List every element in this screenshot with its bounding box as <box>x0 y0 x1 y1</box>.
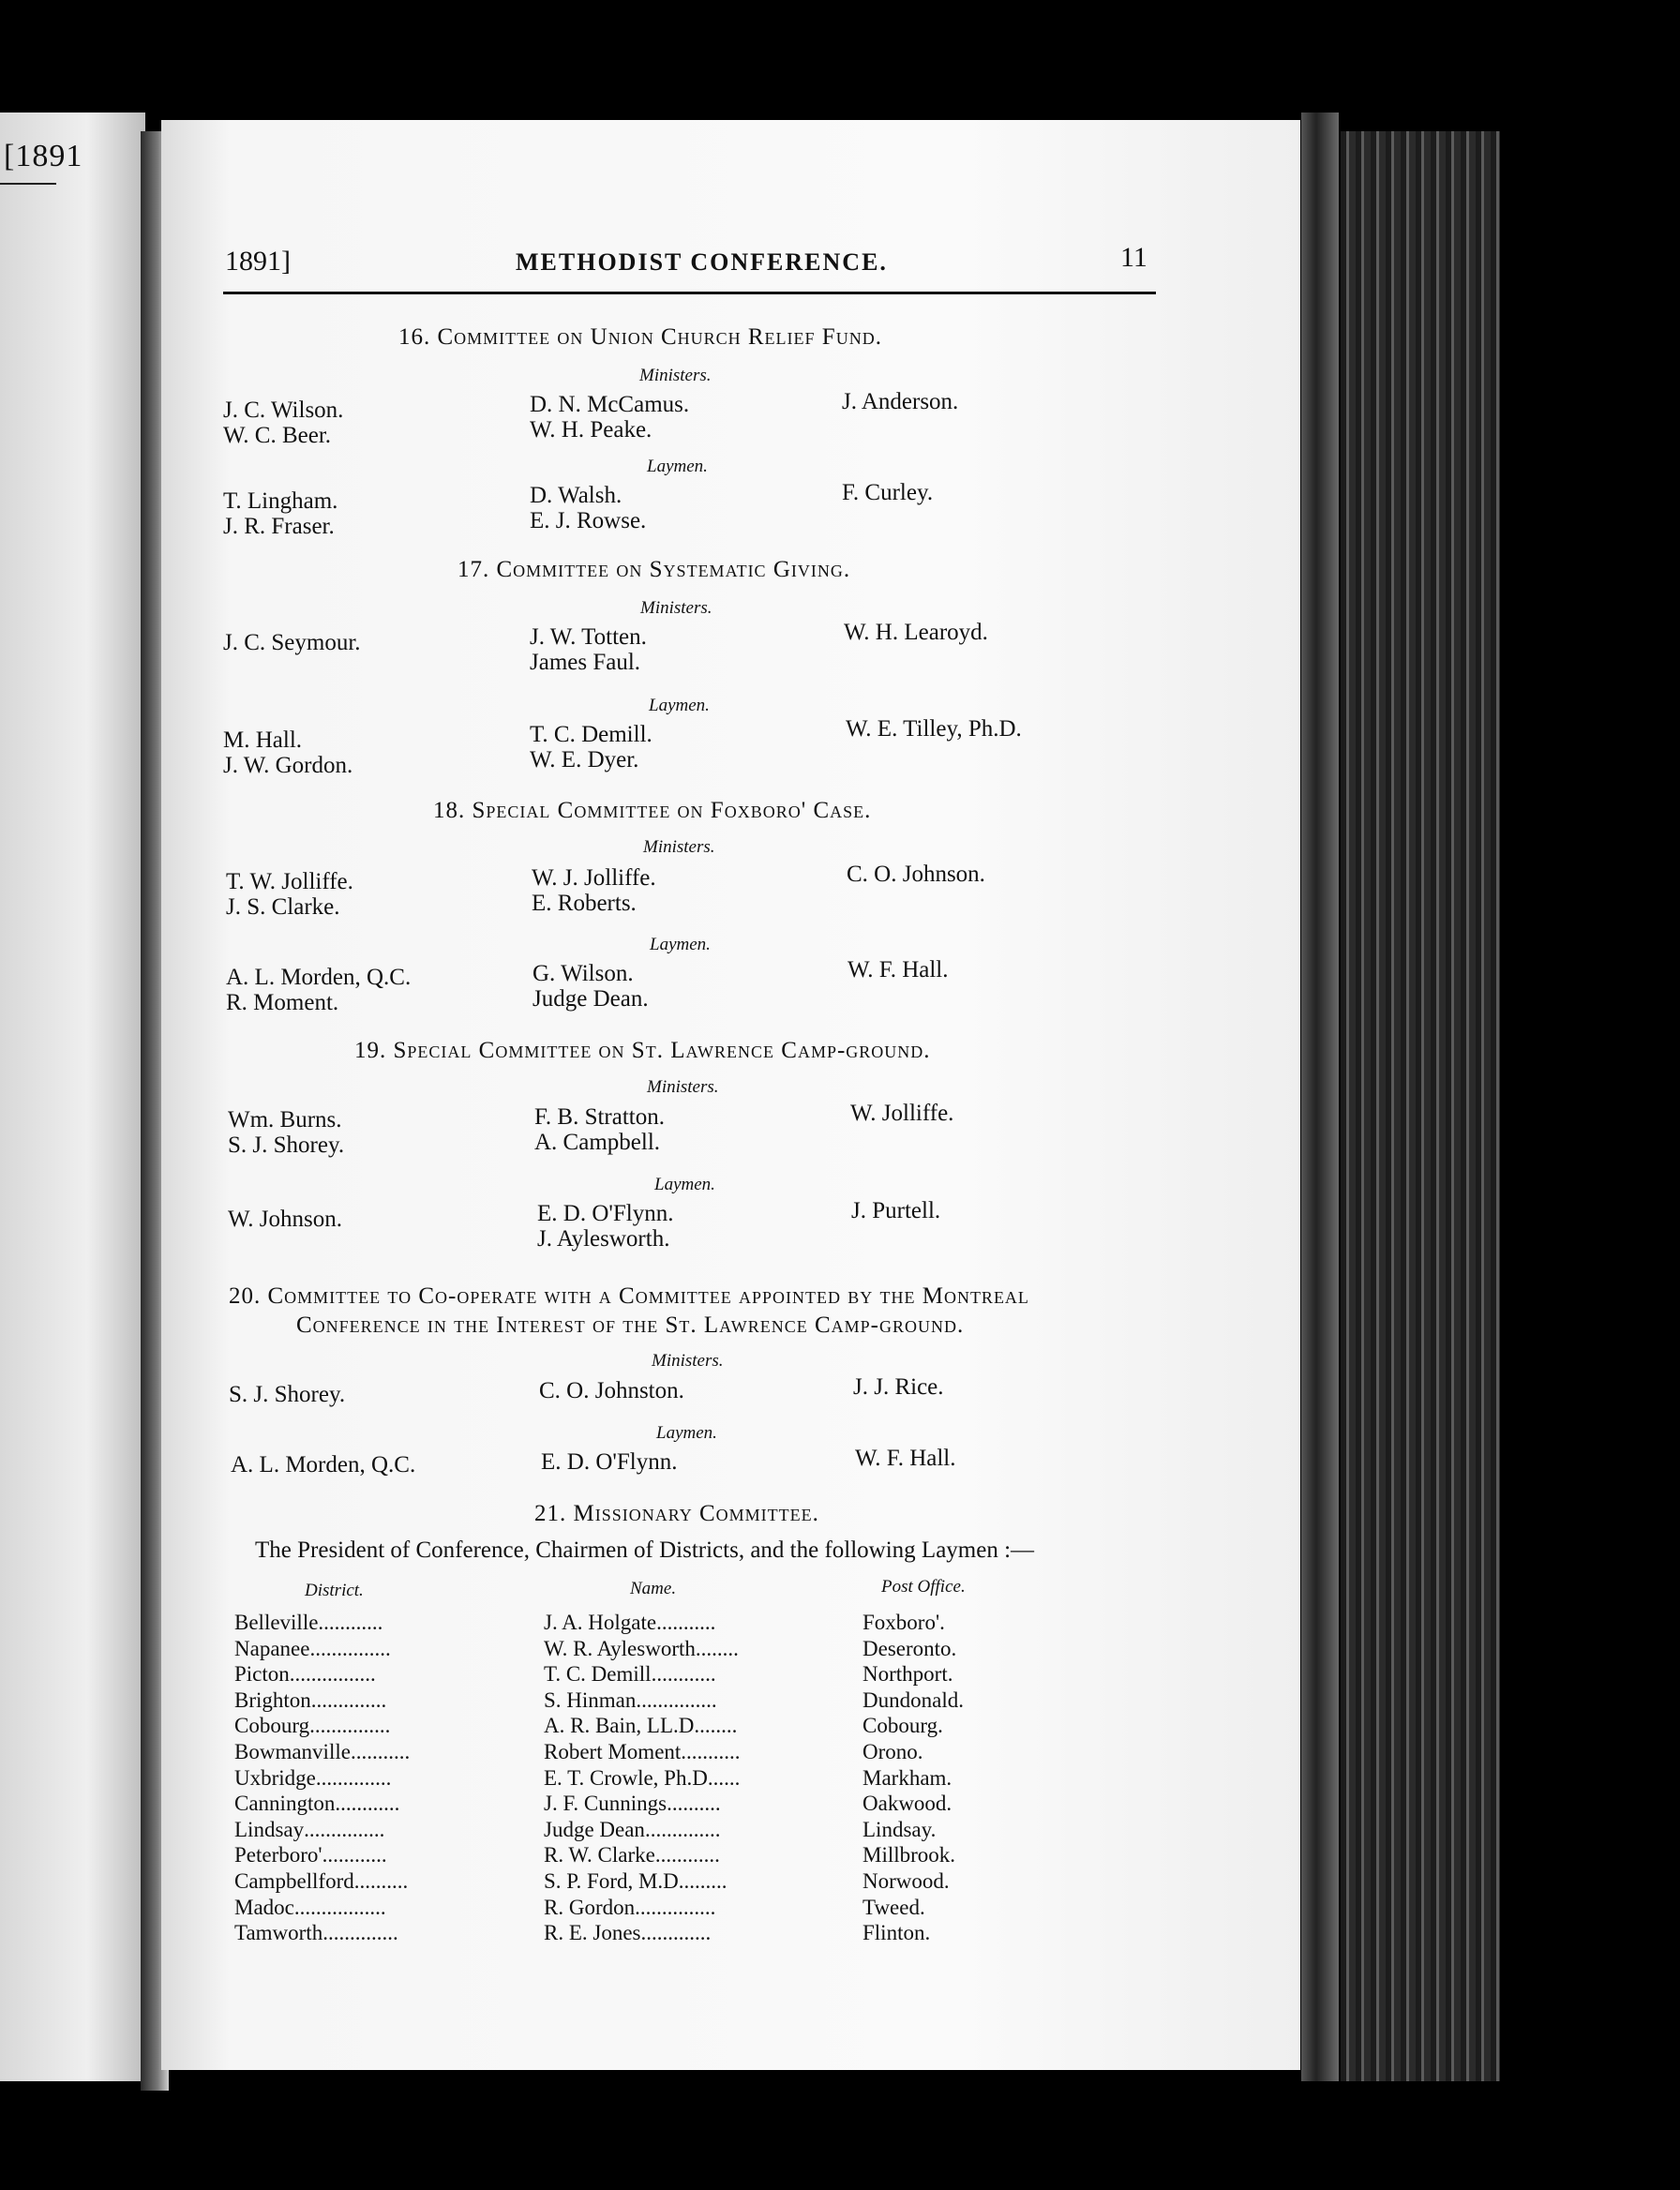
laymen-label: Laymen. <box>650 935 711 954</box>
name: T. Lingham. <box>223 488 338 514</box>
dot-leader: .......... <box>667 1792 721 1816</box>
district-cell: Napanee............... <box>234 1636 391 1660</box>
dot-leader: ..... <box>712 1765 741 1790</box>
dot-leader: ........... <box>681 1740 741 1763</box>
name-cell: S. P. Ford, M.D......... <box>544 1869 728 1893</box>
name: E. D. O'Flynn. <box>537 1201 674 1226</box>
laymen-label: Laymen. <box>649 696 710 715</box>
dot-leader: ............ <box>335 1792 400 1816</box>
name-cell: A. R. Bain, LL.D........ <box>544 1714 738 1738</box>
name: E. Roberts. <box>532 891 637 916</box>
dot-leader: ........ <box>683 1869 728 1893</box>
name-cell: R. W. Clarke............ <box>544 1843 720 1868</box>
name: D. Walsh. <box>530 483 622 508</box>
name: W. Jolliffe. <box>850 1101 954 1126</box>
table-row <box>234 1688 964 1713</box>
name-cell: Robert Moment........... <box>544 1740 741 1763</box>
name: T. W. Jolliffe. <box>226 869 353 894</box>
district-cell: Uxbridge.............. <box>234 1765 392 1790</box>
table-row <box>234 1766 952 1791</box>
dot-leader: ............... <box>309 1714 391 1738</box>
name: J. R. Fraser. <box>223 514 335 539</box>
header-rule <box>223 292 1156 294</box>
post-office-cell: Millbrook. <box>862 1843 956 1868</box>
district-cell: Picton................ <box>234 1662 376 1687</box>
name: J. S. Clarke. <box>226 894 340 920</box>
name: E. D. O'Flynn. <box>541 1449 678 1475</box>
name: Judge Dean. <box>532 986 649 1012</box>
name: S. J. Shorey. <box>228 1132 345 1158</box>
table-row <box>234 1611 945 1635</box>
name: J. J. Rice. <box>853 1374 944 1400</box>
dot-leader: ........... <box>656 1611 716 1634</box>
post-office-cell: Lindsay. <box>862 1817 937 1841</box>
name: R. Moment. <box>226 990 339 1015</box>
missionary-intro: The President of Conference, Chairmen of Districts, and the following Laymen :— <box>255 1538 1035 1563</box>
dot-leader: ............... <box>635 1895 716 1919</box>
name: M. Hall. <box>223 728 303 753</box>
dot-leader: ............. <box>640 1921 712 1945</box>
name: W. C. Beer. <box>223 423 332 448</box>
name: T. C. Demill. <box>530 722 652 747</box>
district-cell: Madoc................. <box>234 1895 386 1919</box>
name: G. Wilson. <box>532 961 634 986</box>
name: A. L. Morden, Q.C. <box>226 965 412 990</box>
post-office-cell: Tweed. <box>862 1895 925 1919</box>
dot-leader: ............ <box>654 1843 720 1868</box>
dot-leader: ............ <box>322 1843 387 1868</box>
name: C. O. Johnson. <box>847 862 985 887</box>
name: W. F. Hall. <box>848 957 949 982</box>
page-right-edge <box>1301 112 1339 2081</box>
post-office-cell: Orono. <box>862 1740 923 1763</box>
ministers-label: Ministers. <box>647 1077 719 1097</box>
section-20-title-line2: Conference in the Interest of the St. Lawrence Camp-ground. <box>296 1312 965 1338</box>
page-stack-edges <box>1341 131 1500 2081</box>
name-cell: J. F. Cunnings.......... <box>544 1792 721 1816</box>
name-cell: W. R. Aylesworth........ <box>544 1636 739 1660</box>
district-cell: Cannington............ <box>234 1792 400 1816</box>
name: A. Campbell. <box>534 1130 661 1155</box>
name-cell: R. E. Jones............. <box>544 1921 712 1945</box>
name: W. F. Hall. <box>855 1446 956 1471</box>
district-cell: Campbellford.......... <box>234 1869 409 1893</box>
laymen-label: Laymen. <box>654 1175 715 1194</box>
name: W. E. Dyer. <box>530 747 639 772</box>
name: James Faul. <box>530 650 641 675</box>
name: W. Johnson. <box>228 1207 343 1232</box>
name: J. Purtell. <box>851 1198 941 1223</box>
post-office-cell: Flinton. <box>862 1921 931 1945</box>
dot-leader: ............... <box>309 1636 391 1660</box>
district-cell: Bowmanville........... <box>234 1740 411 1763</box>
name-column-header: Name. <box>630 1579 677 1598</box>
name-cell: J. A. Holgate........... <box>544 1611 716 1634</box>
table-row <box>234 1818 936 1842</box>
ministers-label: Ministers. <box>652 1351 724 1371</box>
name-cell: R. Gordon............... <box>544 1895 716 1919</box>
district-cell: Peterboro'............ <box>234 1843 387 1868</box>
district-cell: Lindsay............... <box>234 1817 385 1841</box>
section-21-title: 21. Missionary Committee. <box>534 1501 819 1526</box>
name-cell: Judge Dean.............. <box>544 1817 721 1841</box>
dot-leader: ............ <box>318 1611 383 1634</box>
name: J. C. Wilson. <box>223 398 344 423</box>
section-17-title: 17. Committee on Systematic Giving. <box>458 557 851 582</box>
name: A. L. Morden, Q.C. <box>231 1452 416 1478</box>
table-row <box>234 1740 923 1764</box>
name: W. J. Jolliffe. <box>532 865 656 891</box>
post-office-cell: Cobourg. <box>862 1714 943 1738</box>
laymen-label: Laymen. <box>656 1423 717 1443</box>
name: J. C. Seymour. <box>223 630 361 655</box>
table-row <box>234 1714 943 1738</box>
header-year: 1891] <box>225 246 291 277</box>
dot-leader: ................. <box>293 1895 386 1919</box>
dot-leader: ............... <box>636 1688 717 1712</box>
table-row <box>234 1921 930 1945</box>
name: C. O. Johnston. <box>539 1378 684 1403</box>
post-office-cell: Oakwood. <box>862 1792 952 1816</box>
dot-leader: .............. <box>322 1921 398 1945</box>
name: W. H. Learoyd. <box>844 620 988 645</box>
name: F. Curley. <box>842 480 934 505</box>
name: S. J. Shorey. <box>229 1382 346 1407</box>
name: W. H. Peake. <box>530 417 652 442</box>
left-page-year: [1891 <box>4 139 83 173</box>
dot-leader: ........... <box>350 1740 411 1763</box>
district-cell: Tamworth.............. <box>234 1921 398 1945</box>
table-row <box>234 1792 952 1816</box>
dot-leader: .............. <box>310 1688 387 1712</box>
section-16-title: 16. Committee on Union Church Relief Fund. <box>398 324 882 350</box>
dot-leader: .............. <box>644 1817 721 1841</box>
left-page-edge <box>0 112 145 2081</box>
table-row <box>234 1662 952 1687</box>
name-cell: E. T. Crowle, Ph.D...... <box>544 1765 741 1790</box>
post-office-cell: Markham. <box>862 1765 952 1790</box>
table-row <box>234 1896 925 1920</box>
table-row <box>234 1869 950 1894</box>
name: J. Aylesworth. <box>537 1226 670 1252</box>
name-cell: S. Hinman............... <box>544 1688 717 1712</box>
dot-leader: .............. <box>315 1765 392 1790</box>
name: D. N. McCamus. <box>530 392 690 417</box>
header-title: METHODIST CONFERENCE. <box>516 248 888 276</box>
name: J. W. Gordon. <box>223 753 353 778</box>
district-column-header: District. <box>305 1581 364 1600</box>
name: J. Anderson. <box>842 389 959 414</box>
district-cell: Belleville............ <box>234 1611 383 1634</box>
district-cell: Brighton.............. <box>234 1688 387 1712</box>
page-number: 11 <box>1120 242 1148 273</box>
section-18-title: 18. Special Committee on Foxboro' Case. <box>433 798 872 823</box>
name: Wm. Burns. <box>228 1107 342 1132</box>
post-office-cell: Dundonald. <box>862 1688 964 1712</box>
name: F. B. Stratton. <box>534 1104 665 1130</box>
table-row <box>234 1637 956 1661</box>
post-office-cell: Norwood. <box>862 1869 950 1893</box>
post-office-cell: Northport. <box>862 1662 953 1687</box>
left-page-rule <box>0 183 56 185</box>
name: E. J. Rowse. <box>530 508 647 533</box>
dot-leader: ........ <box>695 1636 739 1660</box>
dot-leader: ............... <box>304 1817 385 1841</box>
dot-leader: .......... <box>353 1869 409 1893</box>
ministers-label: Ministers. <box>643 837 715 857</box>
section-20-title-line1: 20. Committee to Co-operate with a Committee appointed by the Montreal <box>229 1283 1029 1309</box>
ministers-label: Ministers. <box>639 366 712 385</box>
section-19-title: 19. Special Committee on St. Lawrence Camp-ground. <box>354 1038 931 1063</box>
laymen-label: Laymen. <box>647 457 708 476</box>
dot-leader: ............ <box>651 1662 716 1687</box>
dot-leader: ................ <box>289 1662 376 1687</box>
post-office-column-header: Post Office. <box>881 1577 966 1597</box>
dot-leader: ....... <box>699 1714 738 1738</box>
name: J. W. Totten. <box>530 624 647 650</box>
name-cell: T. C. Demill............ <box>544 1662 716 1687</box>
post-office-cell: Foxboro'. <box>862 1611 945 1634</box>
name: W. E. Tilley, Ph.D. <box>846 716 1022 742</box>
ministers-label: Ministers. <box>640 598 712 618</box>
district-cell: Cobourg............... <box>234 1714 391 1738</box>
table-row <box>234 1843 955 1868</box>
post-office-cell: Deseronto. <box>862 1636 957 1660</box>
